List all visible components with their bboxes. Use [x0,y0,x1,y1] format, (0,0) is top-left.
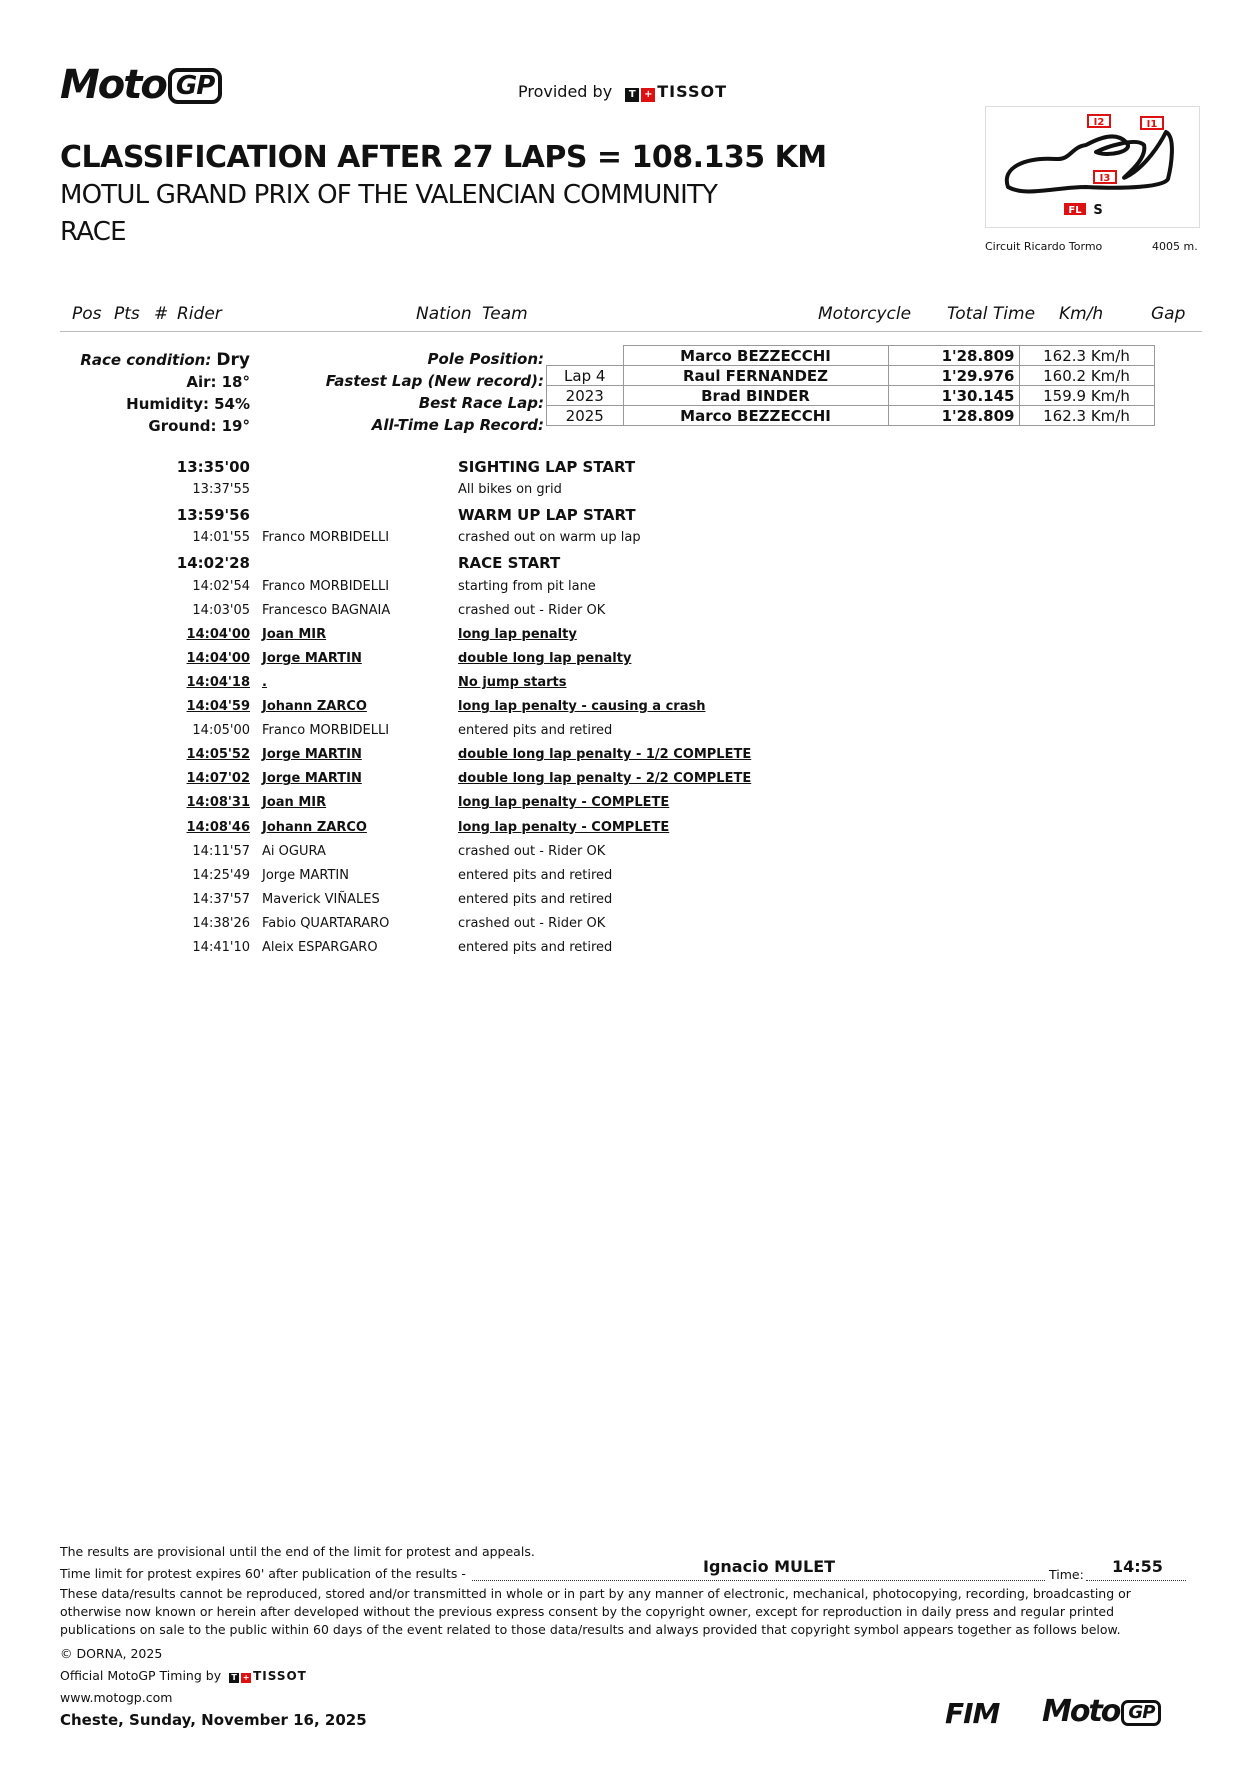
event-description: entered pits and retired [458,940,613,955]
race-events-log [144,458,904,978]
event-time: 14:04'00 [186,650,250,666]
record-extra [547,346,624,366]
record-label: Pole Position: [427,350,544,368]
event-rider: Jorge MARTIN [262,867,349,883]
fim-logo [945,1697,999,1730]
event-rider: Francesco BAGNAIA [262,602,391,618]
event-description: double long lap penalty - 1/2 COMPLETE [458,747,752,763]
col-rider: Rider [177,304,222,324]
circuit-map [985,106,1200,228]
event-row [144,795,904,815]
marker-i2: I2 [1093,117,1105,128]
event-row [144,675,904,695]
session-name: RACE [60,217,126,247]
footer-motogp-logo [1042,1694,1161,1729]
col-total-time: Total Time [947,304,1036,324]
record-extra: Lap 4 [547,366,624,386]
record-rider: Marco BEZZECCHI [623,346,888,366]
footer-website[interactable]: www.motogp.com [60,1690,173,1705]
event-row [144,892,904,912]
event-description: starting from pit lane [458,578,596,594]
timing-sponsor: TISSOT [253,1669,307,1683]
marker-fl: FL [1068,205,1082,216]
event-rider: Jorge MARTIN [262,771,362,787]
footer-time-label: Time: [1049,1567,1084,1582]
event-row [144,603,904,623]
event-rider: Joan MIR [262,626,327,642]
event-description: double long lap penalty - 2/2 COMPLETE [458,771,752,787]
circuit-name: Circuit Ricardo Tormo [985,240,1103,253]
footer-timing-by [60,1667,307,1685]
event-time: 13:59'56 [176,506,250,525]
official-name: Ignacio MULET [703,1557,836,1576]
event-row [144,699,904,719]
event-time: 14:05'52 [186,747,250,763]
event-rider: Joan MIR [262,795,327,811]
event-description: All bikes on grid [458,482,562,498]
event-time: 14:01'55 [192,530,250,546]
event-time: 14:08'31 [186,795,250,811]
footer-dorna: © DORNA, 2025 [60,1646,163,1661]
event-time: 14:07'02 [186,771,250,787]
footer-logo-gp: GP [1121,1700,1161,1726]
event-description: double long lap penalty [458,650,632,666]
footer-copyright: These data/results cannot be reproduced, stored and/or transmitted in whole or in part by any manner of electronic, mechanical, photocopying, recording, broadcasting or otherwise now known or herein after developed without the previous express consent by the copyright owner, except for reproduction in daily press and regular printed publications on sale to the public within 60 days of the event related to those data/results and always provided that copyright symbol appears together as follows below. [60,1586,1131,1637]
air-temp [60,372,250,394]
logo-text: Moto [60,62,166,108]
event-rider: Johann ZARCO [262,699,367,714]
record-time: 1'30.145 [888,386,1019,406]
event-row [144,530,904,550]
col-pos: Pos [72,304,102,324]
footer-time-limit: Time limit for protest expires 60' after publication of the results - [60,1566,466,1581]
col-team: Team [482,304,528,324]
air-value: 18° [221,373,250,391]
footer-provisional: The results are provisional until the end of the limit for protest and appeals. [60,1544,535,1559]
event-row [144,723,904,743]
event-rider: Aleix ESPARGARO [262,940,378,955]
air-label: Air: [186,373,217,391]
event-rider: . [262,674,267,690]
col-gap: Gap [1151,304,1186,324]
record-extra: 2025 [547,406,624,426]
event-rider: Maverick VIÑALES [262,891,380,907]
event-time: 13:37'55 [192,482,250,498]
event-row [144,844,904,864]
event-time: 14:05'00 [192,723,250,739]
timing-by-label: Official MotoGP Timing by [60,1668,222,1683]
humidity-value: 54% [214,395,250,413]
event-rider: Franco MORBIDELLI [262,530,390,546]
event-rider: Franco MORBIDELLI [262,723,390,739]
race-condition [60,350,250,372]
event-row [144,820,904,840]
event-time: 14:04'18 [186,674,250,690]
event-row [144,651,904,671]
record-speed: 160.2 Km/h [1019,366,1154,386]
record-rider: Raul FERNANDEZ [623,366,888,386]
event-name: MOTUL GRAND PRIX OF THE VALENCIAN COMMUNITY [60,180,718,210]
event-time: 14:02'28 [176,554,250,573]
event-rider: Jorge MARTIN [262,747,362,763]
event-time: 14:03'05 [192,602,250,618]
event-row [144,579,904,599]
event-description: No jump starts [458,674,567,690]
record-row [547,386,1155,406]
footer-logo-text: Moto [1042,1694,1120,1729]
marker-i3: I3 [1099,173,1111,184]
ground-temp [60,416,250,438]
records-labels [300,350,544,438]
footer-location-date: Cheste, Sunday, November 16, 2025 [60,1711,367,1729]
event-time: 14:37'57 [192,891,250,907]
event-rider: Fabio QUARTARARO [262,915,390,931]
record-row [547,346,1155,366]
record-label: Best Race Lap: [418,394,544,412]
header-divider [60,331,1202,332]
event-row [144,458,904,478]
fim-logo-text: FIM [945,1697,1000,1730]
record-time: 1'29.976 [888,366,1019,386]
sponsor-name: TISSOT [657,82,727,101]
ground-value: 19° [221,417,250,435]
record-rider: Brad BINDER [623,386,888,406]
track-layout-icon [986,107,1199,227]
event-row [144,554,904,574]
event-description: long lap penalty - causing a crash [458,699,706,714]
event-time: 14:38'26 [192,915,250,931]
event-rider: Jorge MARTIN [262,650,362,666]
event-description: long lap penalty [458,626,577,642]
humidity-label: Humidity: [126,395,209,413]
record-speed: 159.9 Km/h [1019,386,1154,406]
record-label: Fastest Lap (New record): [325,372,544,390]
record-row [547,406,1155,426]
record-extra: 2023 [547,386,624,406]
event-row [144,747,904,767]
event-rider: Franco MORBIDELLI [262,578,390,594]
provided-by-label: Provided by [518,82,613,101]
footer-time-value: 14:55 [1112,1557,1163,1576]
page-title: CLASSIFICATION AFTER 27 LAPS = 108.135 KM [60,140,827,175]
event-time: 14:41'10 [192,940,250,955]
event-description: long lap penalty - COMPLETE [458,819,670,835]
col-nation: Nation [416,304,472,324]
humidity [60,394,250,416]
event-description: crashed out - Rider OK [458,602,606,618]
event-time: 14:08'46 [186,819,250,835]
event-time: 14:11'57 [192,843,250,859]
col-kmh: Km/h [1059,304,1104,324]
event-row [144,771,904,791]
record-time: 1'28.809 [888,346,1019,366]
tissot-icon: T + [625,82,657,101]
col-number: # [154,304,169,324]
col-motorcycle: Motorcycle [818,304,912,324]
event-row [144,868,904,888]
circuit-length: 4005 m. [1152,240,1198,253]
event-rider: Johann ZARCO [262,819,367,835]
record-row [547,366,1155,386]
event-description: long lap penalty - COMPLETE [458,795,670,811]
event-description: SIGHTING LAP START [458,458,636,476]
record-speed: 162.3 Km/h [1019,406,1154,426]
marker-i1: I1 [1146,119,1158,130]
event-time: 14:02'54 [192,578,250,594]
event-row [144,627,904,647]
event-description: WARM UP LAP START [458,506,636,525]
event-row [144,940,904,960]
race-condition-value: Dry [216,350,250,370]
motogp-logo [60,62,222,108]
marker-s: S [1093,203,1103,218]
event-description: RACE START [458,554,561,573]
event-description: crashed out - Rider OK [458,915,606,931]
event-description: crashed out - Rider OK [458,843,606,859]
record-speed: 162.3 Km/h [1019,346,1154,366]
event-time: 14:04'00 [186,626,250,642]
event-description: entered pits and retired [458,723,613,739]
conditions [60,350,250,438]
event-row [144,482,904,502]
event-description: crashed out on warm up lap [458,530,641,546]
tissot-icon: T + [229,1668,253,1683]
race-condition-label: Race condition: [80,351,212,369]
event-description: entered pits and retired [458,867,613,883]
event-row [144,916,904,936]
event-time: 14:25'49 [192,867,250,883]
col-pts: Pts [114,304,140,324]
record-time: 1'28.809 [888,406,1019,426]
event-time: 13:35'00 [176,458,250,476]
event-row [144,506,904,526]
records-table [546,345,1155,426]
record-label: All-Time Lap Record: [371,416,544,434]
logo-gp: GP [168,68,222,104]
provided-by [518,82,727,102]
ground-label: Ground: [148,417,217,435]
record-rider: Marco BEZZECCHI [623,406,888,426]
event-description: entered pits and retired [458,891,613,907]
event-time: 14:04'59 [186,699,250,714]
event-rider: Ai OGURA [262,843,326,859]
sector-markers [1064,115,1163,218]
